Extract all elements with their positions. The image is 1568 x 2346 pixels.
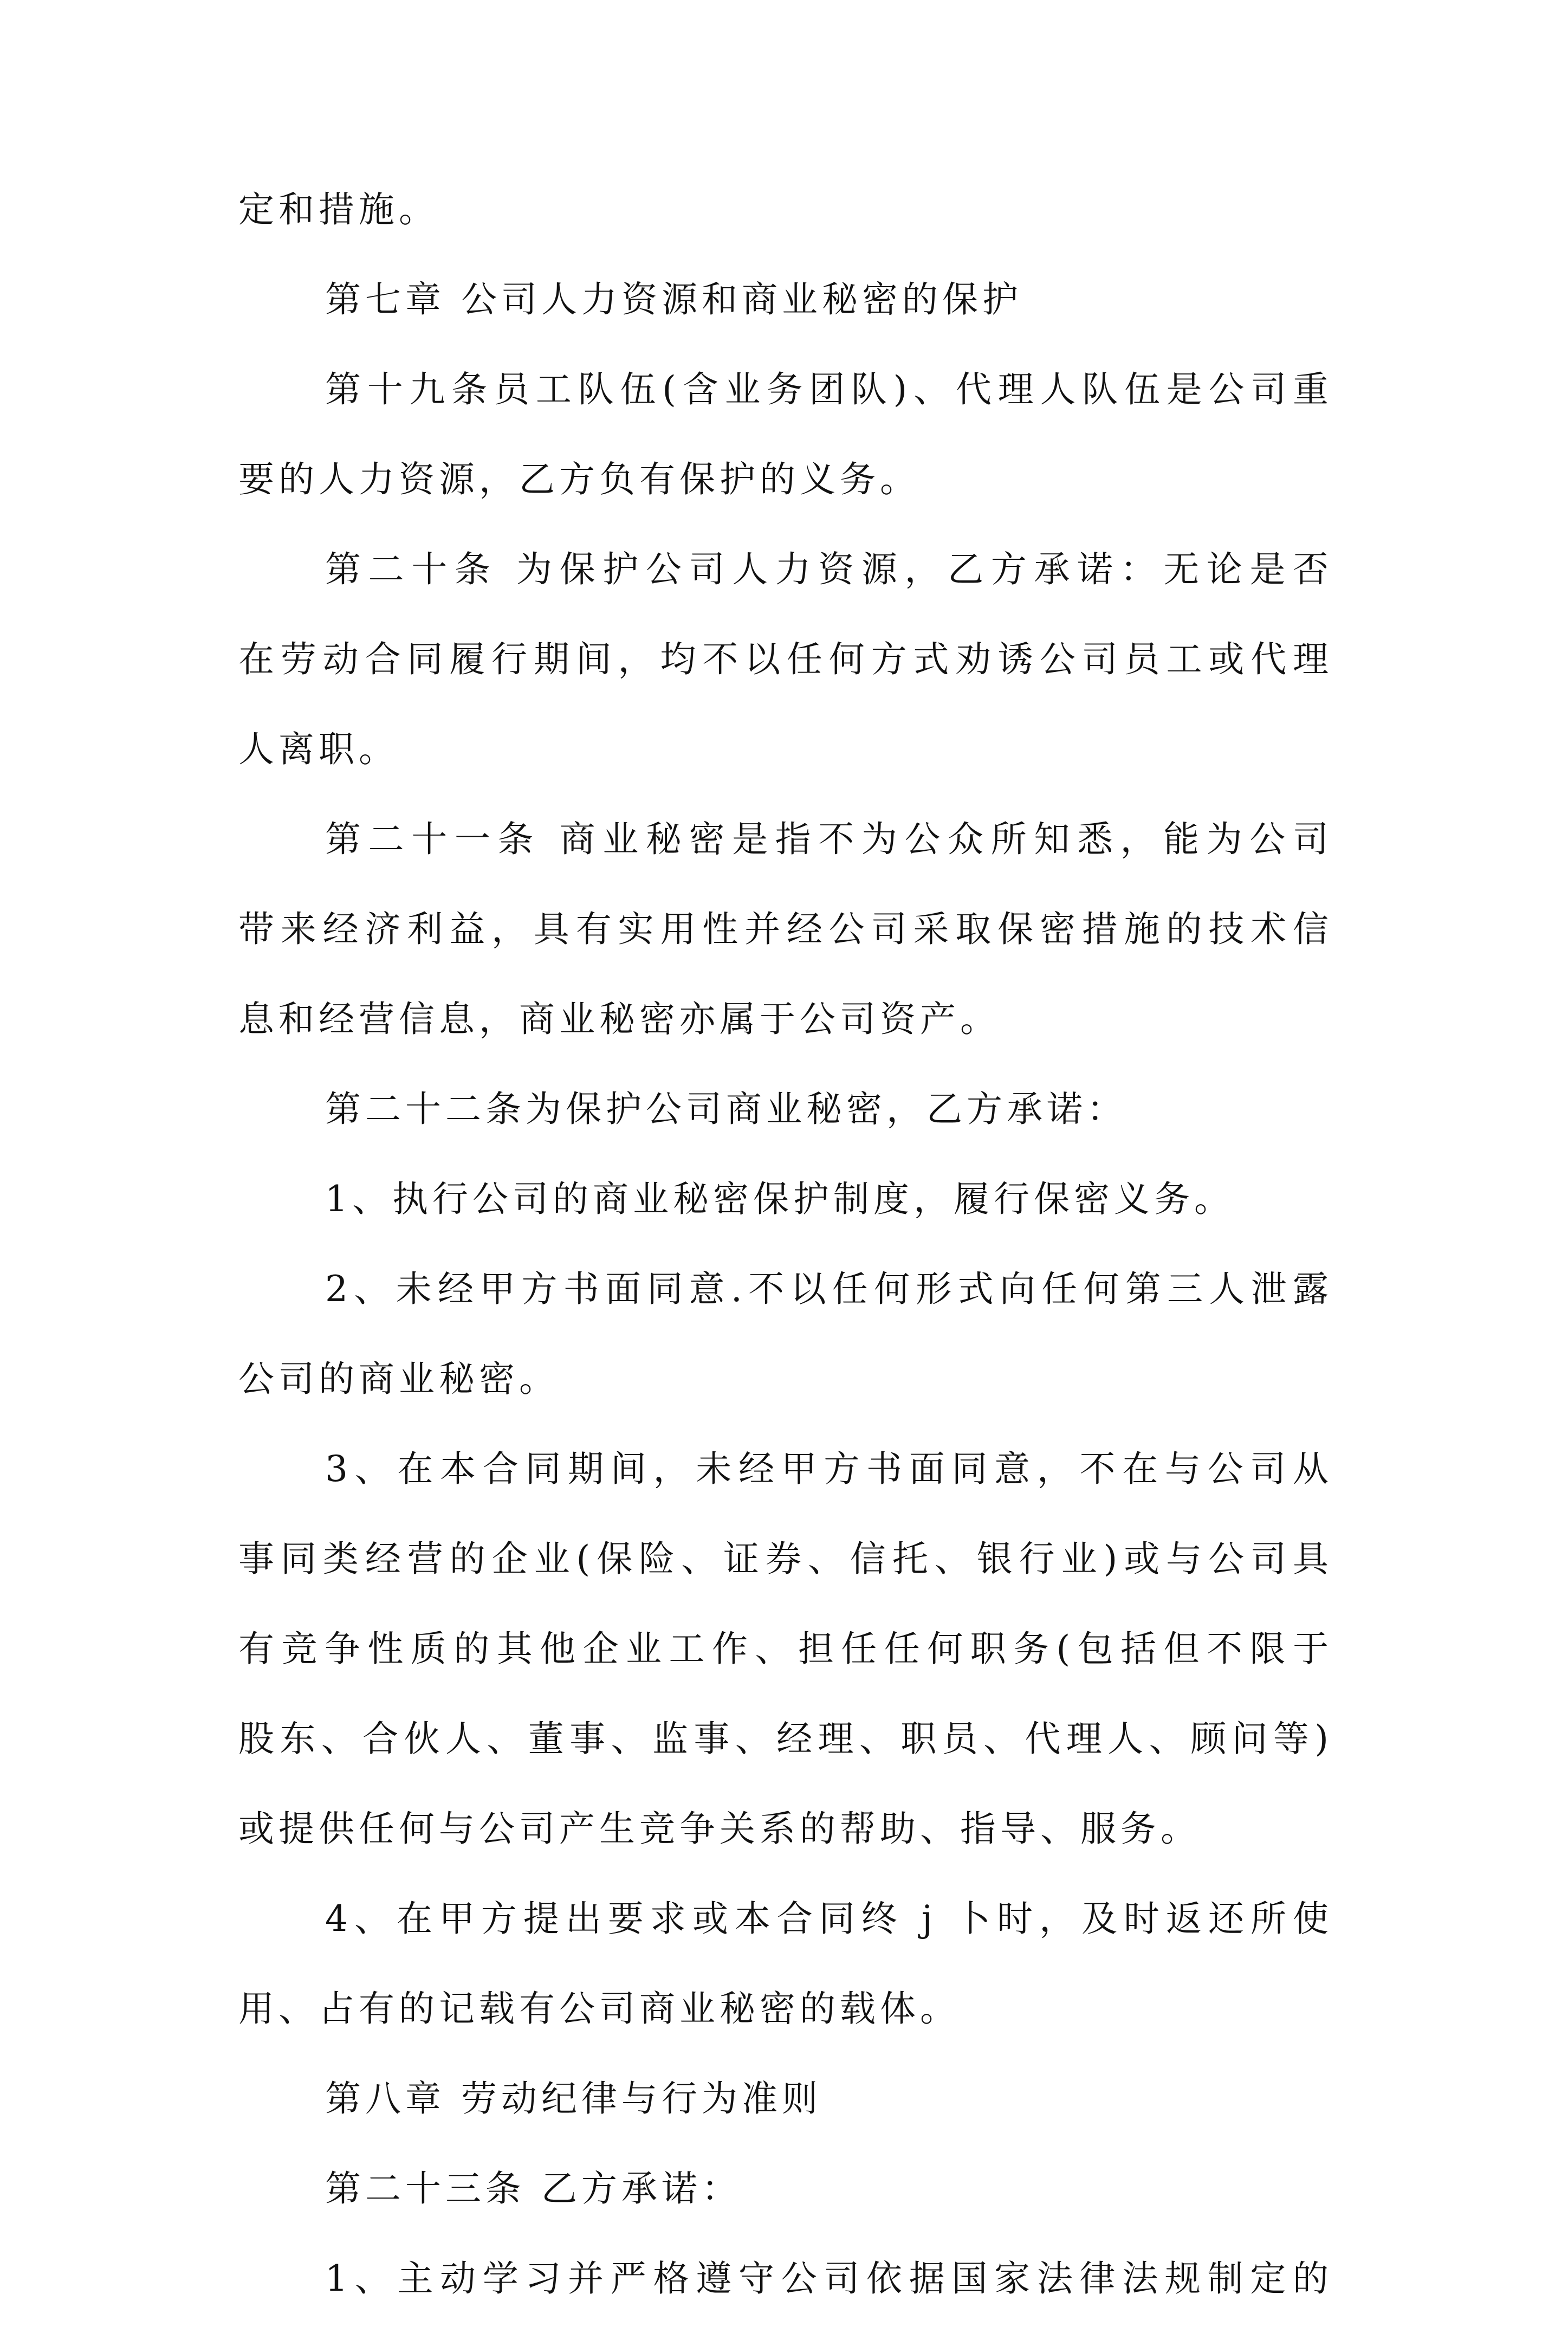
article-23-line-1: 第二十三条 乙方承诺： <box>325 2168 742 2209</box>
article-22-item-3-line-4: 股东、合伙人、董事、监事、经理、职员、代理人、顾问等) <box>238 1718 1333 1760</box>
article-21-line-1: 第二十一条 商业秘密是指不为公众所知悉，能为公司 <box>325 818 1333 860</box>
article-21-line-3: 息和经营信息，商业秘密亦属于公司资产。 <box>238 998 1000 1040</box>
article-22-item-3-line-5: 或提供任何与公司产生竞争关系的帮助、指导、服务。 <box>238 1808 1201 1850</box>
article-22-item-3-line-2: 事同类经营的企业(保险、证券、信托、银行业)或与公司具 <box>238 1538 1333 1580</box>
article-23-item-1-line-1: 1、主动学习并严格遵守公司依据国家法律法规制定的 <box>325 2258 1333 2299</box>
article-22-item-4-line-1: 4、在甲方提出要求或本合同终 j 卜时，及时返还所使 <box>325 1898 1333 1940</box>
text-line-continuation: 定和措施。 <box>238 189 439 230</box>
chapter-heading-7: 第七章 公司人力资源和商业秘密的保护 <box>325 279 1022 320</box>
article-20-line-1: 第二十条 为保护公司人力资源，乙方承诺：无论是否 <box>325 548 1333 590</box>
article-22-item-4-line-2: 用、占有的记载有公司商业秘密的载体。 <box>238 1988 960 2030</box>
chapter-heading-8: 第八章 劳动纪律与行为准则 <box>325 2078 822 2119</box>
article-22-item-2-line-2: 公司的商业秘密。 <box>238 1358 559 1400</box>
document-body <box>238 187 1333 2346</box>
article-22-item-2-line-1: 2、未经甲方书面同意.不以任何形式向任何第三人泄露 <box>325 1268 1333 1310</box>
article-22-item-1: 1、执行公司的商业秘密保护制度，履行保密义务。 <box>325 1178 1234 1220</box>
article-22-line-1: 第二十二条为保护公司商业秘密，乙方承诺： <box>325 1088 1127 1130</box>
article-22-item-3-line-1: 3、在本合同期间，未经甲方书面同意，不在与公司从 <box>325 1448 1333 1490</box>
article-22-item-3-line-3: 有竞争性质的其他企业工作、担任任何职务(包括但不限于 <box>238 1628 1333 1670</box>
article-19-line-2: 要的人力资源，乙方负有保护的义务。 <box>238 458 920 500</box>
article-20-line-2: 在劳动合同履行期间，均不以任何方式劝诱公司员工或代理 <box>238 638 1333 680</box>
article-19-line-1: 第十九条员工队伍(含业务团队)、代理人队伍是公司重 <box>325 369 1333 410</box>
article-20-line-3: 人离职。 <box>238 728 399 770</box>
article-21-line-2: 带来经济利益，具有实用性并经公司采取保密措施的技术信 <box>238 908 1333 950</box>
